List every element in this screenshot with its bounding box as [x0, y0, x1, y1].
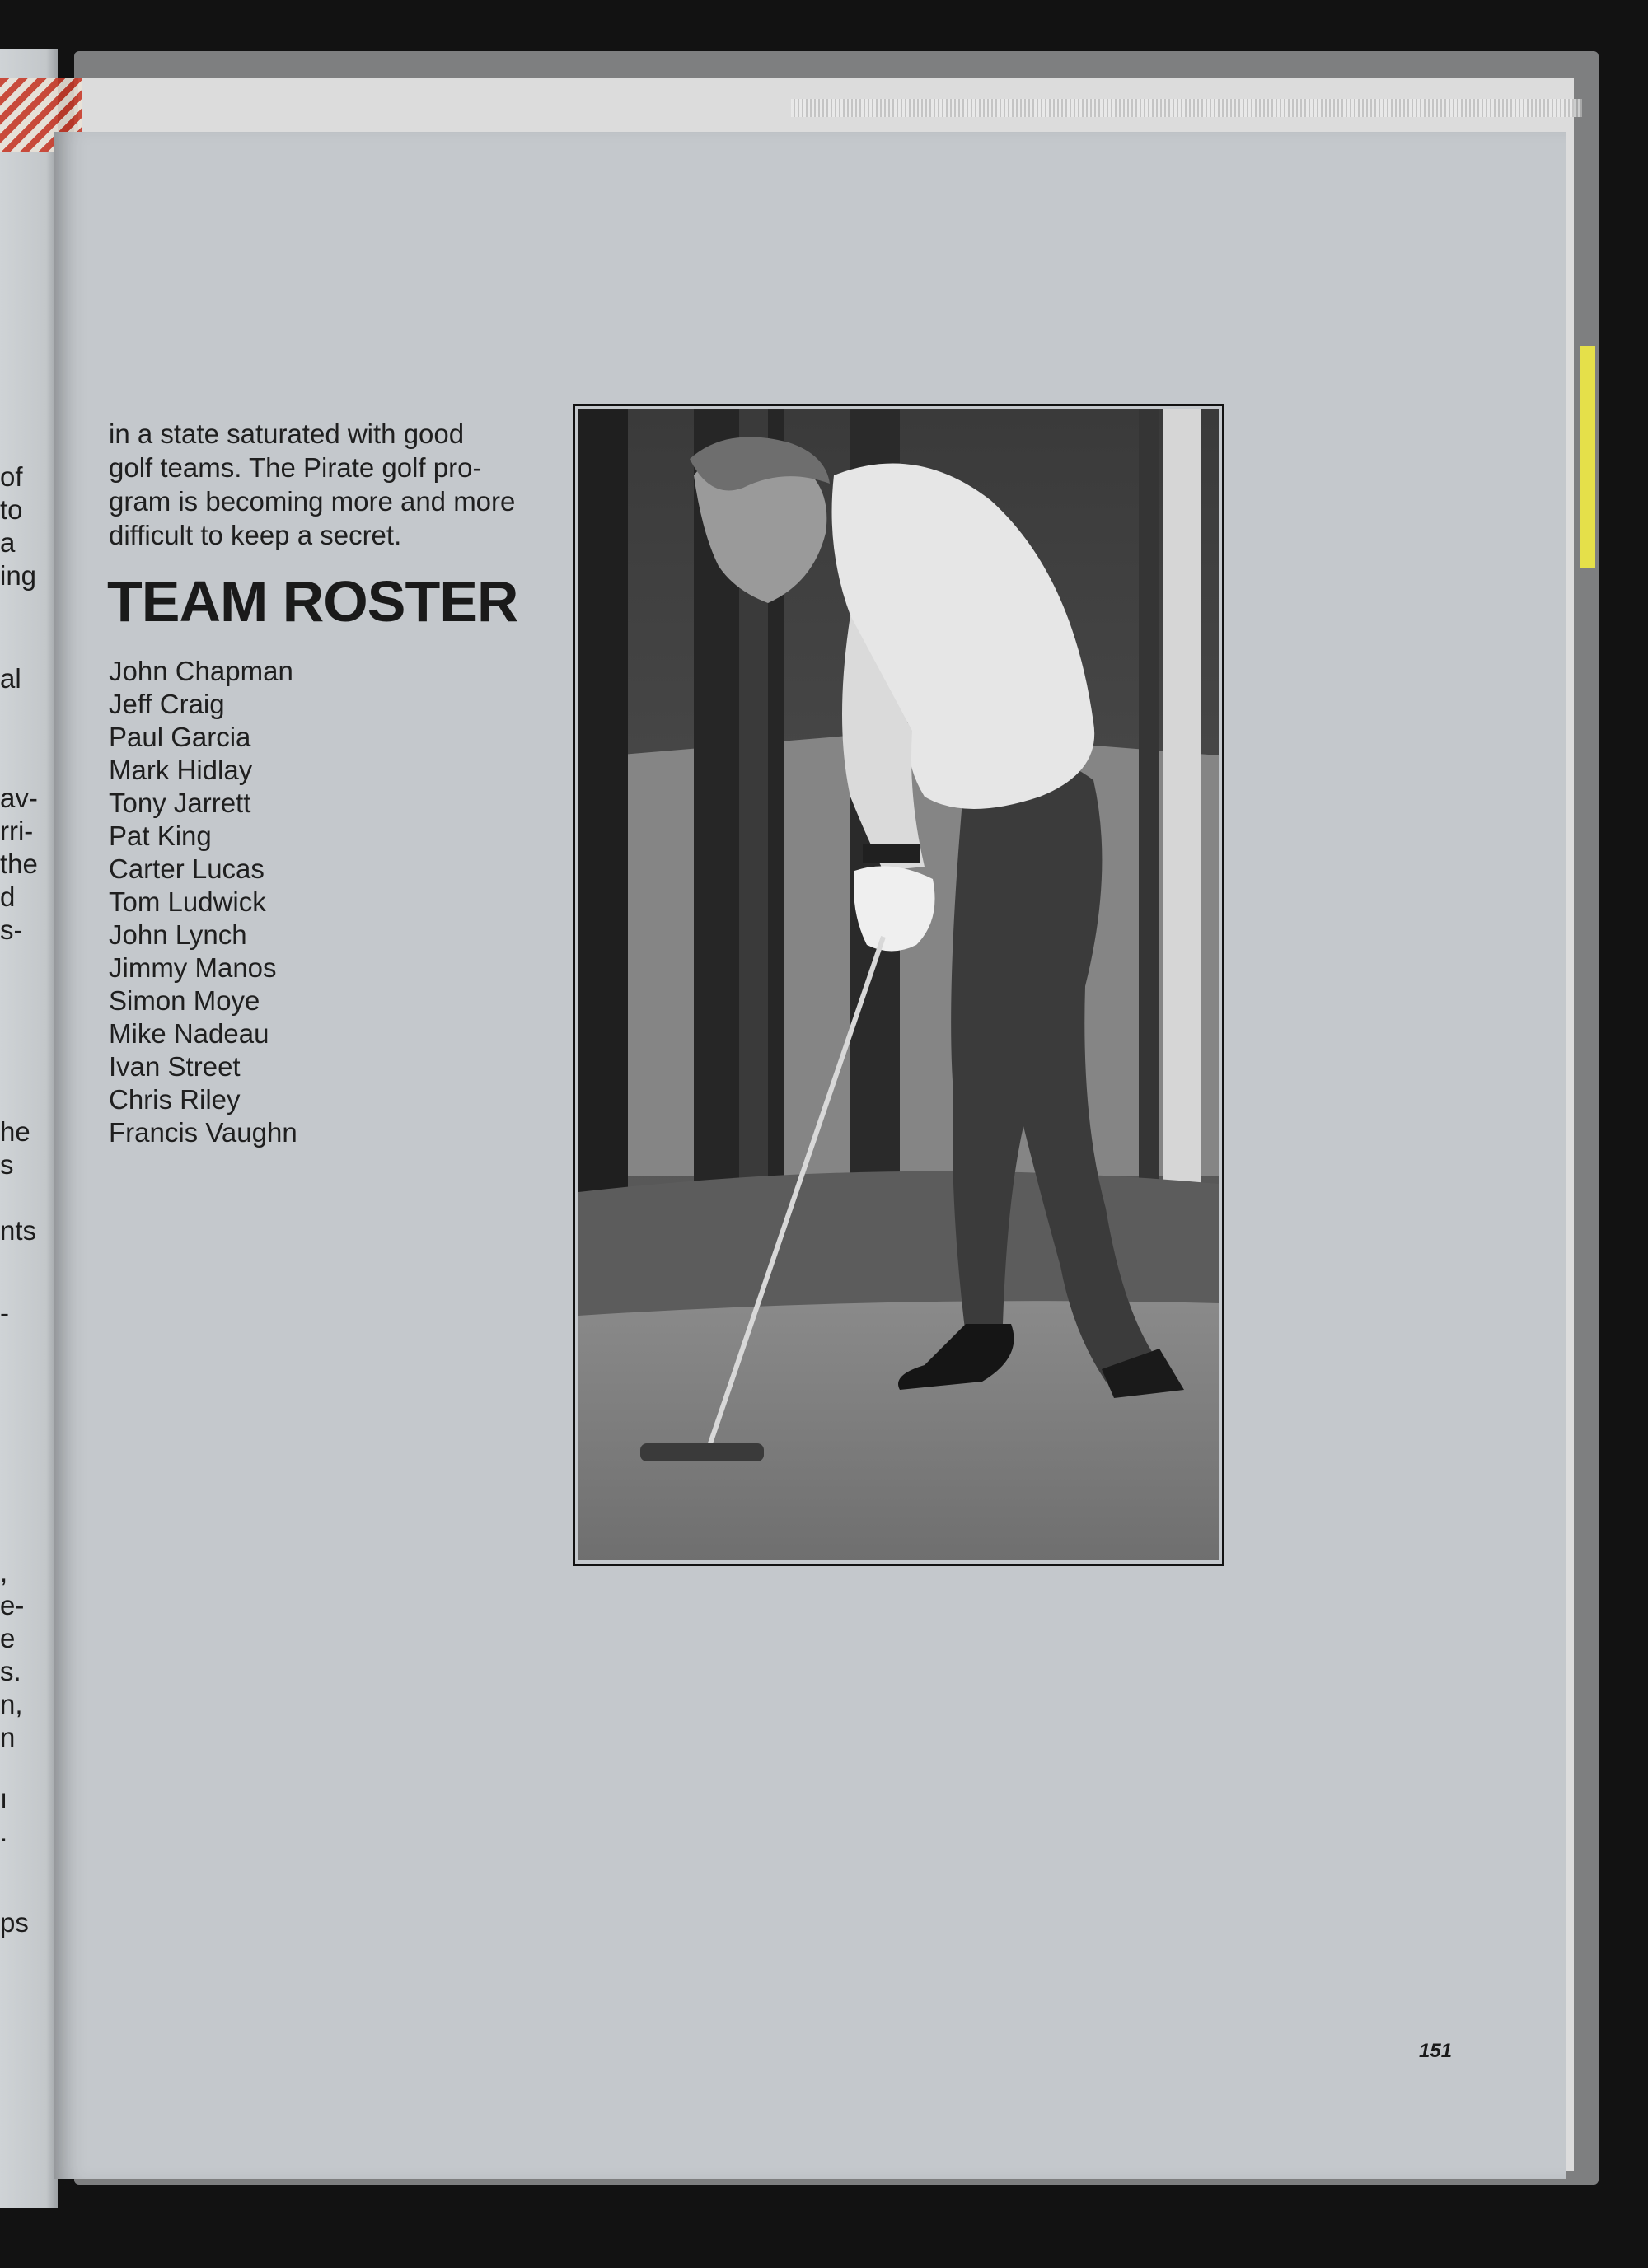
left-page-edge	[0, 49, 58, 2208]
golfer-photo	[573, 404, 1224, 1566]
intro-line: gram is becoming more and more	[109, 486, 516, 517]
roster-name: Mark Hidlay	[109, 755, 253, 785]
golfer-photo-illustration	[578, 409, 1219, 1560]
roster-name: John Chapman	[109, 656, 293, 686]
roster-name: Chris Riley	[109, 1084, 241, 1115]
left-page-fragment: s.	[0, 1656, 21, 1686]
left-page-fragment: ing	[0, 560, 37, 591]
left-page-fragment: nts	[0, 1215, 37, 1246]
roster-name: Mike Nadeau	[109, 1018, 269, 1049]
roster-name: Tony Jarrett	[109, 788, 251, 818]
roster-heading: TEAM ROSTER	[107, 569, 518, 634]
intro-line: golf teams. The Pirate golf pro-	[109, 452, 482, 483]
intro-paragraph	[109, 417, 570, 552]
roster-name: Ivan Street	[109, 1051, 241, 1082]
roster-name: Paul Garcia	[109, 722, 251, 752]
left-page-fragment: a	[0, 527, 16, 558]
yellow-tab-marker	[1580, 346, 1595, 568]
left-page-fragment: rri-	[0, 816, 34, 846]
left-page-fragment: he	[0, 1116, 30, 1147]
left-page-fragment: al	[0, 663, 21, 694]
left-page-fragment: n,	[0, 1689, 23, 1719]
roster-list	[109, 655, 297, 1149]
left-page-fragment: ps	[0, 1907, 29, 1938]
roster-name: Tom Ludwick	[109, 886, 266, 917]
left-page-fragment: d	[0, 881, 16, 912]
left-page-fragment: of	[0, 461, 23, 492]
roster-name: Carter Lucas	[109, 853, 265, 884]
roster-name: Francis Vaughn	[109, 1117, 297, 1148]
intro-line: difficult to keep a secret.	[109, 520, 402, 550]
left-page-fragment: ı	[0, 1784, 8, 1814]
left-page-fragment: av-	[0, 783, 38, 813]
page-edges	[791, 99, 1582, 117]
left-page-fragment: ,	[0, 1557, 8, 1588]
page-number: 151	[1419, 2040, 1453, 2062]
left-page-fragment: s-	[0, 914, 23, 945]
roster-name: Simon Moye	[109, 985, 260, 1016]
roster-name: Jeff Craig	[109, 689, 225, 719]
left-page-fragment: .	[0, 1817, 8, 1847]
roster-name: Jimmy Manos	[109, 952, 277, 983]
left-page-fragment: -	[0, 1298, 9, 1328]
left-page-fragment: e	[0, 1623, 16, 1653]
roster-name: Pat King	[109, 821, 212, 851]
left-page-fragment: the	[0, 849, 38, 879]
intro-line: in a state saturated with good	[109, 419, 465, 449]
left-page-fragment: n	[0, 1722, 16, 1752]
left-page-fragment: e-	[0, 1590, 25, 1620]
left-page-fragment: s	[0, 1149, 14, 1180]
left-page-fragment: to	[0, 494, 23, 525]
roster-name: John Lynch	[109, 919, 247, 950]
